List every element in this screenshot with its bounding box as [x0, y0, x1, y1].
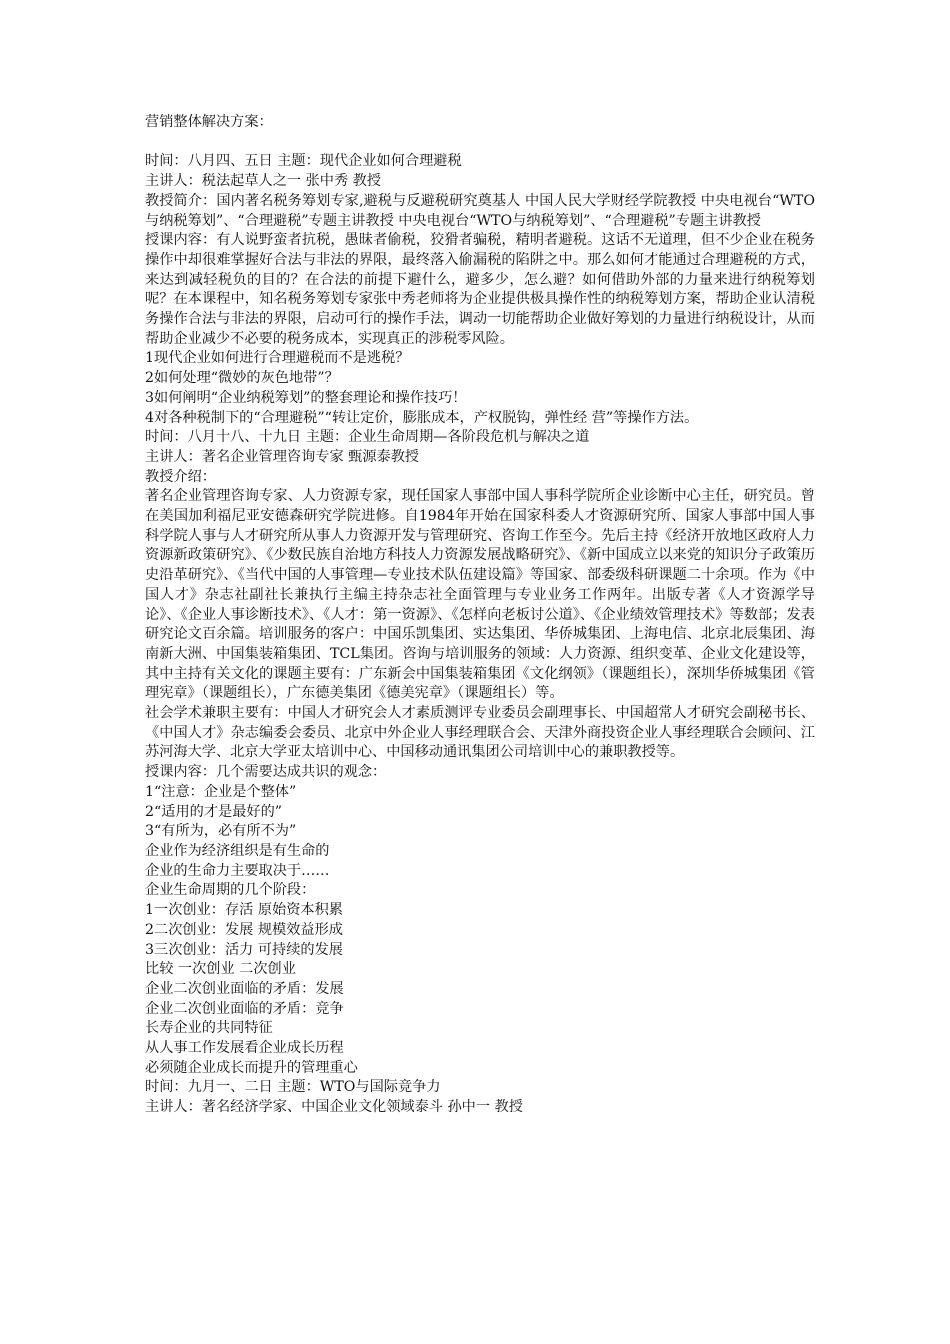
session1-point: 2如何处理“微妙的灰色地带”？ [145, 370, 339, 387]
session2-roles: 社会学术兼职主要有：中国人才研究会人才素质测评专业委员会副理事长、中国超常人才研究会副秘书长、《中国人才》杂志编委会委员、北京中外企业人事经理联合会、天津外商投资企业人事经理联合会顾问、江苏河海大学、北京大学亚太培训中心、中国移动通讯集团公司培训中心的兼职教授等。 [145, 705, 815, 761]
session2-line: 3“有所为，必有所不为” [145, 823, 297, 840]
session2-line: 3三次创业：活力 可持续的发展 [145, 941, 343, 958]
session1-intro: 教授简介：国内著名税务筹划专家,避税与反避税研究奠基人 中国人民大学财经学院教授 中央电视台“WTO与纳税筹划”、“合理避税”专题主讲教授 中央电视台“WTO与纳税筹划”、“合理避税”专题主讲教授 [145, 192, 815, 229]
session2-line: 从人事工作发展看企业成长历程 [145, 1040, 344, 1057]
session1-content: 授课内容：有人说野蛮者抗税，愚昧者偷税，狡猾者骗税，精明者避税。这话不无道理，但不少企业在税务操作中却很难掌握好合法与非法的界限，最终落入偷漏税的陷阱之中。那么如何才能通过合理避税的方式，来达到减轻税负的目的？在合法的前提下避什么，避多少，怎么避？如何借助外部的力量来进行纳税筹划呢？在本课程中，知名税务筹划专家张中秀老师将为企业提供极具操作性的纳税筹划方案，帮助企业认清税务操作合法与非法的界限，启动可行的操作手法，调动一切能帮助企业做好筹划的力量进行纳税设计，从而帮助企业减少不必要的税务成本，实现真正的涉税零风险。 [145, 232, 815, 347]
session2-bio: 著名企业管理咨询专家、人力资源专家，现任国家人事部中国人事科学院所企业诊断中心主任，研究员。曾在美国加利福尼亚安德森研究学院进修。自1984年开始在国家科委人才资源研究所、国家人事部中国人事科学院人事与人才研究所从事人力资源开发与管理研究、咨询工作至今。先后主持《经济开放地区政府人力资源新政策研究》、《少数民族自治地方科技人力资源发展战略研究》、《新中国成立以来党的知识分子政策历史沿革研究》、《当代中国的人事管理—专业技术队伍建设篇》等国家、部委级科研课题二十余项。作为《中国人才》杂志社副社长兼执行主编主持杂志社全面管理与专业业务工作两年。出版专著《人才资源学导论》、《企业人事诊断技术》、《人才：第一资源》、《怎样向老板讨公道》、《企业绩效管理技术》等数部；发表研究论文百余篇。培训服务的客户：中国乐凯集团、实达集团、华侨城集团、上海电信、北京北辰集团、海南新大洲、中国集装箱集团、TCL集团。咨询与培训服务的领域：人力资源、组织变革、企业文化建设等，其中主持有关文化的课题主要有：广东新会中国集装箱集团《文化纲领》（课题组长），深圳华侨城集团《管理宪章》（课题组长），广东德美集团《德美宪章》（课题组长）等。 [145, 488, 815, 702]
session2-line: 1一次创业：存活 原始资本积累 [145, 902, 343, 919]
session2-line: 长寿企业的共同特征 [145, 1020, 273, 1037]
session2-speaker: 主讲人：著名企业管理咨询专家 甄源泰教授 [145, 448, 420, 465]
session2-content-label: 授课内容：几个需要达成共识的观念： [145, 764, 387, 781]
session2-line: 2“适用的才是最好的” [145, 803, 283, 820]
session2-line: 企业生命周期的几个阶段： [145, 882, 316, 899]
session1-point: 3如何阐明“企业纳税筹划”的整套理论和操作技巧！ [145, 389, 467, 406]
session1-point: 4对各种税制下的“合理避税”“转让定价，膨胀成本，产权脱钩，弹性经 营”等操作方法。 [145, 409, 699, 426]
session2-line: 企业作为经济组织是有生命的 [145, 843, 330, 859]
session1-speaker: 主讲人：税法起草人之一 张中秀 教授 [145, 173, 382, 190]
session2-line: 比较 一次创业 二次创业 [145, 961, 296, 978]
document-heading: 营销整体解决方案： [145, 114, 273, 130]
session2-line: 企业二次创业面临的矛盾：竞争 [145, 1000, 344, 1017]
document-page [145, 113, 815, 1118]
session2-time-topic: 时间：八月十八、十九日 主题：企业生命周期—各阶段危机与解决之道 [145, 429, 590, 446]
session2-line: 必须随企业成长而提升的管理重心 [145, 1059, 358, 1076]
blank-line [145, 133, 815, 153]
session2-line: 2二次创业：发展 规模效益形成 [145, 921, 343, 938]
session2-line: 企业二次创业面临的矛盾：发展 [145, 980, 344, 997]
session2-line: 1“注意：企业是个整体” [145, 783, 297, 800]
session2-line: 企业的生命力主要取决于…… [145, 862, 330, 879]
session1-time-topic: 时间：八月四、五日 主题：现代企业如何合理避税 [145, 153, 462, 170]
session1-point: 1现代企业如何进行合理避税而不是逃税？ [145, 350, 410, 367]
session3-time-topic: 时间：九月一、二日 主题：WTO与国际竞争力 [145, 1079, 441, 1096]
session2-intro-label: 教授介绍： [145, 468, 216, 485]
session3-speaker: 主讲人：著名经济学家、中国企业文化领域泰斗 孙中一 教授 [145, 1099, 523, 1116]
